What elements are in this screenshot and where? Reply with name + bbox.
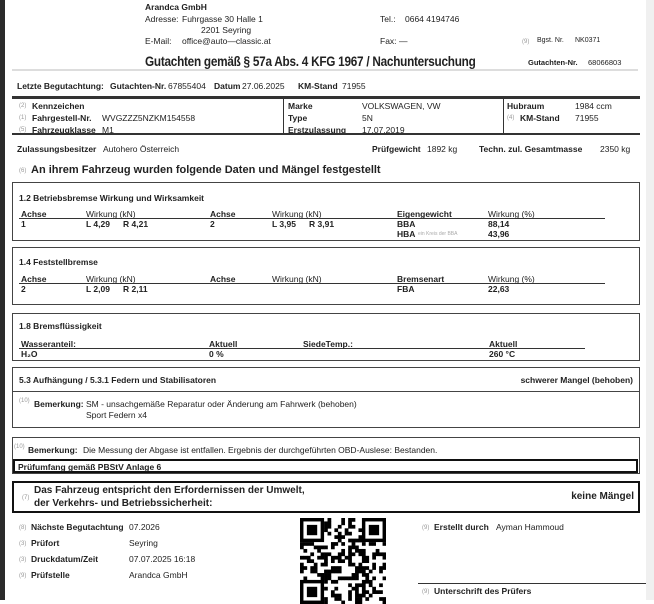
axle: 2 xyxy=(21,284,26,294)
section-title: 1.2 Betriebsbremse Wirkung und Wirksamkeit xyxy=(19,193,205,203)
col-header: Achse xyxy=(210,209,236,219)
type-label: Type xyxy=(288,113,308,123)
fahrzeugklasse-label: Fahrzeugklasse xyxy=(32,125,96,135)
company-name: Arandca GmbH xyxy=(145,2,207,12)
divider xyxy=(12,133,640,135)
marke-value: VOLKSWAGEN, VW xyxy=(362,101,441,111)
h2o-label: H₂O xyxy=(21,349,38,359)
col-header: Wirkung (%) xyxy=(488,274,535,284)
col-header: SiedeTemp.: xyxy=(303,339,353,349)
footer-value: Arandca GmbH xyxy=(129,570,188,580)
marke-label: Marke xyxy=(288,101,313,111)
erstellt-label: Erstellt durch xyxy=(434,522,489,532)
field-num: (7) xyxy=(22,495,30,501)
field-num: (3) xyxy=(19,541,27,547)
fahrzeugklasse-value: M1 xyxy=(102,125,114,135)
erstellt-value: Ayman Hammoud xyxy=(496,522,564,532)
owner-label: Zulassungsbesitzer xyxy=(17,144,97,154)
owner-value: Autohero Österreich xyxy=(103,144,180,154)
hba-value: 43,96 xyxy=(488,229,510,239)
wasser-value: 0 % xyxy=(209,349,224,359)
section-bremsfluessigkeit xyxy=(12,313,640,361)
axle: 1 xyxy=(21,219,26,229)
section-aufhaengung xyxy=(12,367,640,392)
field-num: (10) xyxy=(14,444,25,450)
tel-label: Tel.: xyxy=(380,14,396,24)
field-num: (8) xyxy=(19,525,27,531)
email-label: E-Mail: xyxy=(145,36,172,46)
wirkung-left: L 4,29 xyxy=(86,219,110,229)
km-label: KM-Stand xyxy=(520,113,560,123)
bba-label: BBA xyxy=(397,219,416,229)
pruefgewicht-value: 1892 kg xyxy=(427,144,458,154)
field-num: (9) xyxy=(422,589,430,595)
col-header: Wirkung (%) xyxy=(488,209,535,219)
field-num: (6) xyxy=(19,168,27,174)
fahrgestell-value: WVGZZZ5NZKM154558 xyxy=(102,113,196,123)
page-title: Gutachten gemäß § 57a Abs. 4 KFG 1967 / Nachuntersuchung xyxy=(145,53,476,69)
email-link[interactable]: office@auto—classic.at xyxy=(182,36,271,46)
verdict-result: keine Mängel xyxy=(571,491,634,502)
divider xyxy=(503,99,504,133)
wirkung-right: R 4,21 xyxy=(123,219,149,229)
field-num: (5) xyxy=(19,127,27,133)
remark-label: Bemerkung: xyxy=(34,399,84,409)
last-label: Letzte Begutachtung: xyxy=(17,81,104,91)
fax-value: — xyxy=(399,36,408,46)
verdict-line2: der Verkehrs- und Betriebssicherheit: xyxy=(34,498,213,509)
bgst-value: NK0371 xyxy=(575,37,601,44)
last-nr: 67855404 xyxy=(168,81,206,91)
footer-value: 07.2026 xyxy=(129,522,160,532)
verdict-line1: Das Fahrzeug entspricht den Erfordernissen der Umwelt, xyxy=(34,485,305,496)
gutachten-nr: 68066803 xyxy=(588,58,622,67)
footer-label: Druckdatum/Zeit xyxy=(31,554,99,564)
window-edge xyxy=(0,0,5,600)
col-header: Wirkung (kN) xyxy=(86,209,136,219)
col-header: Wasseranteil: xyxy=(21,339,76,349)
signature-label: Unterschrift des Prüfers xyxy=(434,586,532,596)
divider xyxy=(12,96,640,99)
remark-label: Bemerkung: xyxy=(28,445,78,455)
col-header: Wirkung (kN) xyxy=(272,274,322,284)
hubraum-label: Hubraum xyxy=(507,101,545,111)
axle: 2 xyxy=(210,219,215,229)
gutachten-label: Gutachten-Nr. xyxy=(528,58,578,67)
scope-label: Prüfumfang gemäß PBStV Anlage 6 xyxy=(13,459,638,473)
hubraum-value: 1984 ccm xyxy=(575,101,612,111)
last-nr-label: Gutachten-Nr. xyxy=(110,81,167,91)
col-header: Achse xyxy=(210,274,236,284)
last-date-label: Datum xyxy=(214,81,241,91)
km-value: 71955 xyxy=(575,113,599,123)
section-title: 1.4 Feststellbremse xyxy=(19,257,98,267)
kennzeichen-label: Kennzeichen xyxy=(32,101,85,111)
tel-value: 0664 4194746 xyxy=(405,14,460,24)
remark-box xyxy=(12,437,640,474)
fahrgestell-label: Fahrgestell-Nr. xyxy=(32,113,92,123)
col-header: Bremsenart xyxy=(397,274,445,284)
defect-status: schwerer Mangel (behoben) xyxy=(520,375,633,385)
remark-box xyxy=(12,391,640,428)
footer-value: Seyring xyxy=(129,538,158,548)
address-line1: Fuhrgasse 30 Halle 1 xyxy=(182,14,263,24)
type-value: 5N xyxy=(362,113,373,123)
bgst-label: Bgst. Nr. xyxy=(537,37,564,44)
col-header: Eigengewicht xyxy=(397,209,452,219)
field-num: (9) xyxy=(422,525,430,531)
field-num: (9) xyxy=(19,573,27,579)
signature-line xyxy=(418,583,646,584)
hba-note: ein Kreis der BBA xyxy=(418,231,458,237)
field-num: (10) xyxy=(19,398,30,404)
footer-label: Prüfort xyxy=(31,538,60,548)
field-num: (1) xyxy=(19,115,27,121)
col-header: Aktuell xyxy=(489,339,518,349)
erstzulassung-label: Erstzulassung xyxy=(288,125,347,135)
bremsenart-value: FBA xyxy=(397,284,415,294)
remark-text: SM - unsachgemäße Reparatur oder Änderung am Fahrwerk (behoben) xyxy=(86,399,357,409)
section-title: 5.3 Aufhängung / 5.3.1 Federn und Stabilisatoren xyxy=(19,375,217,385)
section-betriebsbremse xyxy=(12,182,640,241)
col-header: Achse xyxy=(21,274,47,284)
col-header: Aktuell xyxy=(209,339,238,349)
address-line2: 2201 Seyring xyxy=(201,25,252,35)
field-num: (2) xyxy=(19,103,27,109)
bgst-num: (9) xyxy=(522,39,530,45)
col-header: Wirkung (kN) xyxy=(272,209,322,219)
findings-heading: An ihrem Fahrzeug wurden folgende Daten und Mängel festgestellt xyxy=(31,164,381,176)
scroll-gutter xyxy=(646,0,654,600)
gesamtmasse-value: 2350 kg xyxy=(600,144,631,154)
last-date: 27.06.2025 xyxy=(242,81,285,91)
gesamtmasse-label: Techn. zul. Gesamtmasse xyxy=(479,144,583,154)
qr-code xyxy=(300,518,386,604)
wirkung-percent: 22,63 xyxy=(488,284,510,294)
wirkung-right: R 3,91 xyxy=(309,219,335,229)
pruefgewicht-label: Prüfgewicht xyxy=(372,144,421,154)
divider xyxy=(12,69,638,71)
wirkung-left: L 3,95 xyxy=(272,219,296,229)
section-feststellbremse xyxy=(12,247,640,305)
last-km: 71955 xyxy=(342,81,366,91)
hba-label: HBA xyxy=(397,229,416,239)
verdict-box xyxy=(12,481,640,513)
divider xyxy=(283,99,284,133)
footer-value: 07.07.2025 16:18 xyxy=(129,554,196,564)
col-header: Wirkung (kN) xyxy=(86,274,136,284)
address-label: Adresse: xyxy=(145,14,179,24)
fax-label: Fax: xyxy=(380,36,397,46)
remark-text: Die Messung der Abgase ist entfallen. Ergebnis der durchgeführten OBD-Auslese: Bestanden. xyxy=(83,445,438,455)
last-km-label: KM-Stand xyxy=(298,81,338,91)
footer-label: Nächste Begutachtung xyxy=(31,522,124,532)
field-num: (3) xyxy=(19,557,27,563)
wirkung-left: L 2,09 xyxy=(86,284,110,294)
remark-text: Sport Federn x4 xyxy=(86,410,147,420)
bba-value: 88,14 xyxy=(488,219,510,229)
col-header: Achse xyxy=(21,209,47,219)
siedetemp-value: 260 °C xyxy=(489,349,516,359)
footer-label: Prüfstelle xyxy=(31,570,70,580)
erstzulassung-value: 17.07.2019 xyxy=(362,125,405,135)
wirkung-right: R 2,11 xyxy=(123,284,148,294)
field-num: (4) xyxy=(507,115,515,121)
section-title: 1.8 Bremsflüssigkeit xyxy=(19,321,102,331)
